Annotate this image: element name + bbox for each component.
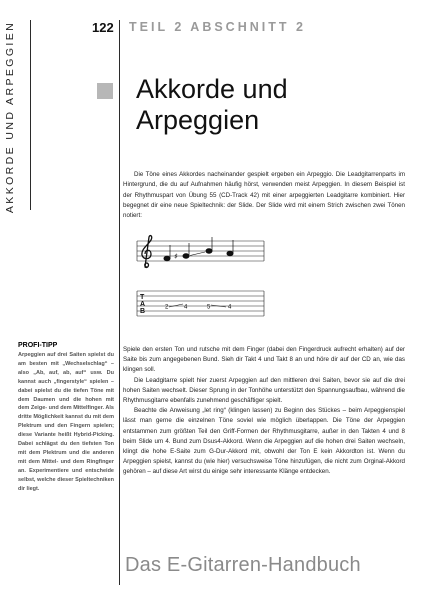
- pro-tip-text: Arpeggien auf drei Saiten spielst du am besten mit „Wechselschlag“ – also „Ab, auf, ab, auf“ usw. Du kannst auch „fingerstyle“ spielen – dabei spielst du die tiefen Töne mit dem Daumen und die hohen mit dem Zeige- und dem Mittelfinger. Als dritte Möglichkeit kannst du mit dem Plektrum und den Fingern spielen; diese Variante heißt Hybrid-Picking. Dabei schlägst du den tiefsten Ton mit dem Plektrum und die anderen mit dem Mittel- und dem Ringfinger an. Experimentiere und entscheide selbst, welche dieser Spieltechniken dir liegt.: [18, 352, 114, 492]
- tab-slide-1: [169, 304, 183, 307]
- tab-staff: [137, 291, 264, 316]
- page-title-line-2: Arpeggien: [136, 105, 260, 135]
- sharp-icon: ♯: [174, 252, 178, 261]
- pro-tip-heading: PROFI-TIPP: [18, 342, 58, 349]
- intro-paragraph: [123, 170, 405, 221]
- tab-numbers: [165, 304, 232, 311]
- tab-number-1: 2: [165, 304, 169, 311]
- page-title-line-1: Akkorde und: [136, 74, 288, 104]
- note-4: [227, 251, 233, 255]
- note-3: [206, 249, 212, 253]
- tab-number-4: 4: [228, 304, 232, 311]
- book-title-footer: Das E-Gitarren-Handbuch: [125, 554, 361, 576]
- main-column-rule: [119, 20, 120, 585]
- tab-number-2: 4: [184, 304, 188, 311]
- side-title-text: AKKORDE UND ARPEGGIEN: [4, 20, 16, 214]
- left-margin-rule: [30, 20, 31, 210]
- notes: [164, 237, 233, 261]
- music-staff: [137, 241, 264, 261]
- tab-letter-t: T: [140, 294, 145, 301]
- tab-letter-a: A: [140, 301, 146, 308]
- slide-line: [190, 252, 205, 256]
- side-title: [0, 22, 20, 212]
- title-marker: [97, 83, 113, 99]
- intro-text: Die Töne eines Akkordes nacheinander gespielt ergeben ein Arpeggio. Die Leadgitarrenparts im Hintergrund, die du auf Aufnahmen häufig hörst, verwenden meist Arpeggien. In diesem Beispiel ist der Rhythmuspart von Übung 55 (CD-Track 42) mit einer arpeggierten Leadgitarre kombiniert. Hier begegnet dir eine neue Spieltechnik: der Slide. Der Slide wird mit einem Strich zwischen zwei Tönen notiert:: [123, 171, 405, 220]
- note-1: [164, 256, 170, 260]
- tab-letter-b: B: [140, 308, 146, 315]
- body-text: [123, 345, 405, 478]
- treble-clef-icon: [142, 236, 152, 268]
- tab-clef: [140, 294, 145, 315]
- page-number: 122: [92, 20, 114, 35]
- tab-number-3: 5: [207, 304, 211, 311]
- section-label: TEIL 2 ABSCHNITT 2: [129, 20, 306, 34]
- body-paragraph-2: Die Leadgitarre spielt hier zuerst Arpeggien auf den mittleren drei Saiten, bevor sie auf die drei hohen Saiten wechselt. Dieser Sprung in der Tonhöhe unterstützt den Spannungsaufbau, während die Rhythmusgitarre ebenfalls zunehmend geschäftiger spielt.: [123, 376, 405, 405]
- body-paragraph-3: Beachte die Anweisung „let ring“ (klingen lassen) zu Beginn des Stückes – beim Arpeggienspiel lässt man gerne die einzelnen Töne soviel wie möglich überlappen. Die Töne der Arpeggien entstammen zum größten Teil den Griff-Formen der Rhythmusgitarre, außer in den Takten 4 und 8 beim Slide um 4. Bund zum Dsus4-Akkord. Wenn die Arpeggien auf die hohen drei Saiten wechseln, klingt die hohe E-Saite zum G-Dur-Akkord mit, obwohl der Ton E kein Akkordton ist. Wenn du Arpeggien spielst, kannst du (wie hier) versuchsweise Töne hinzufügen, die nicht zum Orginal-Akkord gehören – auf diese Art wirst du einige sehr interessante Klänge entdecken.: [123, 407, 405, 476]
- slide-notation-example: [135, 233, 266, 323]
- note-2: [183, 254, 189, 258]
- body-paragraph-1: Spiele den ersten Ton und rutsche mit dem Finger (dabei den Fingerdruck aufrecht erhalten) auf der Saite bis zum angegebenen Bund. Sieh dir Takt 4 und Takt 8 an und höre dir auf der CD an, wie das klingen soll.: [123, 346, 405, 374]
- page-title: [136, 74, 396, 136]
- pro-tip-box: [18, 342, 114, 494]
